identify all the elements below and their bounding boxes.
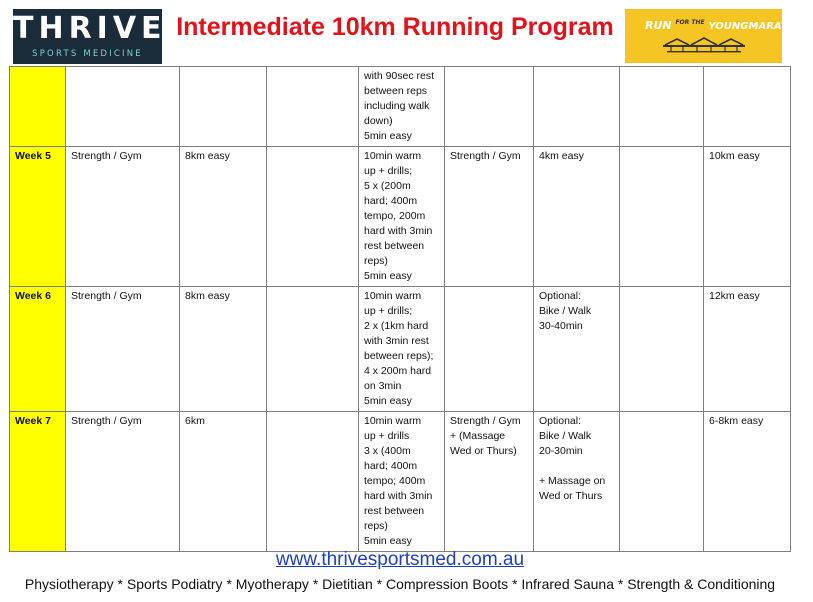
table-cell: Strength / Gym (445, 147, 534, 287)
run-logo-run: RUN (645, 19, 672, 32)
table-cell (445, 287, 534, 412)
table-cell: with 90sec rest between reps including walk down) 5min easy (359, 67, 445, 147)
run-logo-marathon: MARATHON (748, 21, 813, 32)
page-title: Intermediate 10km Running Program (176, 13, 614, 41)
run-logo-text (645, 19, 813, 32)
table-cell (180, 67, 267, 147)
table-cell (267, 412, 359, 552)
table-cell: 10min warm up + drills; 5 x (200m hard; 400m tempo, 200m hard with 3min rest between reps) 5min easy (359, 147, 445, 287)
run-for-the-young-logo (625, 9, 813, 63)
week-label: Week 5 (10, 147, 66, 287)
table-cell (620, 287, 704, 412)
table-cell (267, 287, 359, 412)
table-row (10, 412, 791, 552)
table-row (10, 287, 791, 412)
table-cell (704, 67, 791, 147)
table-cell: Optional: Bike / Walk 30-40min (534, 287, 620, 412)
table-cell: 12km easy (704, 287, 791, 412)
table-cell: 10km easy (704, 147, 791, 287)
table-cell: 10min warm up + drills 3 x (400m hard; 400m tempo; 400m hard with 3min rest between reps) 5min easy (359, 412, 445, 552)
run-logo-young: YOUNG (708, 21, 749, 32)
table-cell: Strength / Gym + (Massage Wed or Thurs) (445, 412, 534, 552)
thrive-logo-word: THRIVE (13, 11, 167, 46)
bridge-icon (663, 37, 745, 55)
thrive-logo (13, 9, 167, 64)
table-cell: 4km easy (534, 147, 620, 287)
table-cell (267, 147, 359, 287)
table-cell (620, 412, 704, 552)
week-label (10, 67, 66, 147)
table-cell (534, 67, 620, 147)
table-cell (66, 67, 180, 147)
table-cell: Optional: Bike / Walk 20-30min + Massage on Wed or Thurs (534, 412, 620, 552)
table-row (10, 147, 791, 287)
table-cell: 8km easy (180, 147, 267, 287)
table-cell: 10min warm up + drills; 2 x (1km hard with 3min rest between reps); 4 x 200m hard on 3min 5min easy (359, 287, 445, 412)
table-cell: Strength / Gym (66, 147, 180, 287)
table-row (10, 67, 791, 147)
table-cell: Strength / Gym (66, 287, 180, 412)
table-cell: Strength / Gym (66, 412, 180, 552)
services-list: Physiotherapy * Sports Podiatry * Myotherapy * Dietitian * Compression Boots * Infrared Sauna * Strength & Conditioning (24, 576, 776, 592)
table-cell (267, 67, 359, 147)
run-logo-for-the: FOR THE (675, 19, 705, 26)
table-cell (620, 67, 704, 147)
week-label: Week 7 (10, 412, 66, 552)
table-cell: 6km (180, 412, 267, 552)
program-table (9, 66, 790, 547)
table-cell: 6-8km easy (704, 412, 791, 552)
table-cell: 8km easy (180, 287, 267, 412)
thrive-logo-tagline: SPORTS MEDICINE (32, 49, 143, 59)
table-cell (445, 67, 534, 147)
website-link[interactable]: www.thrivesportsmed.com.au (275, 549, 525, 570)
table-cell (620, 147, 704, 287)
week-label: Week 6 (10, 287, 66, 412)
